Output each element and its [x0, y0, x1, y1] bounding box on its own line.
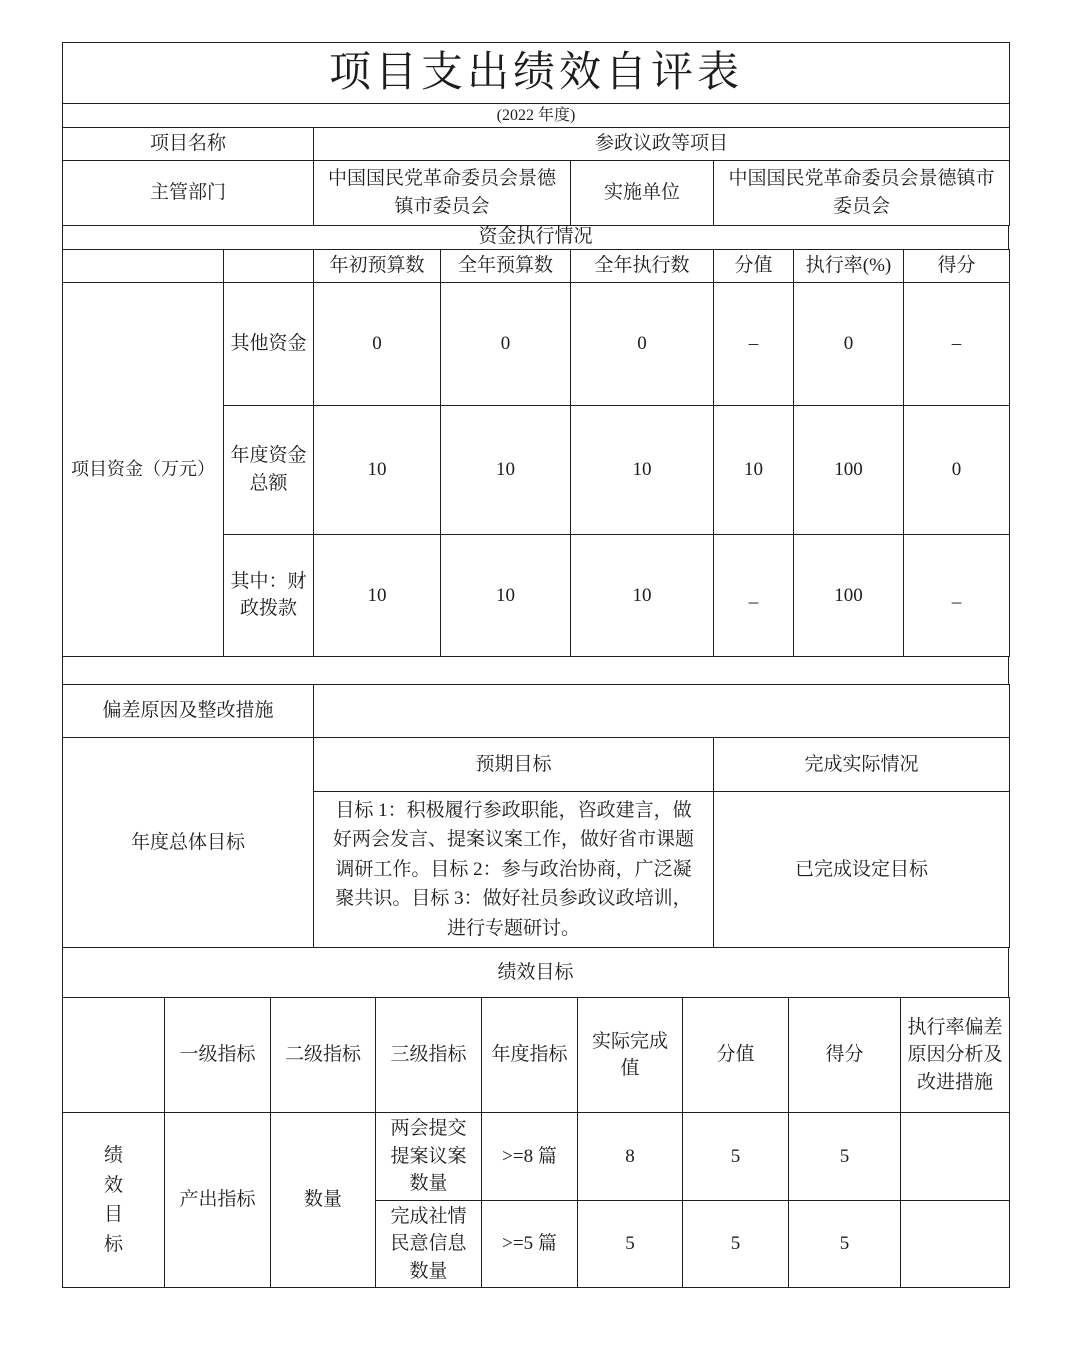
table-row: [63, 128, 1010, 161]
actual-completion-text-cell: 已完成设定目标: [714, 791, 1010, 947]
fund-value-cell: –: [714, 282, 794, 405]
table-row: [63, 1113, 1010, 1201]
level3-indicator-text: 完成社情民意信息数量: [390, 1205, 467, 1282]
fund-value-cell: 0: [314, 282, 441, 405]
perf-col-header: 二级指标: [271, 998, 376, 1113]
table-row: [63, 161, 1010, 226]
points-cell: 5: [683, 1200, 789, 1288]
fund-row-label-cell: 年度资金总额: [224, 405, 314, 534]
fund-col-header: 分值: [714, 249, 794, 282]
points-cell: 5: [683, 1113, 789, 1201]
fund-corner-cell: [224, 249, 314, 282]
fund-col-header: 年初预算数: [314, 249, 441, 282]
perf-col-header: 三级指标: [376, 998, 482, 1113]
fund-value-cell: 10: [571, 534, 714, 656]
annual-target-cell: >=8 篇: [482, 1113, 578, 1201]
fund-table: [62, 249, 1010, 657]
deviation-table: [62, 684, 1010, 738]
perf-group-label: 绩效目标: [103, 1145, 123, 1255]
fund-value-cell: 10: [314, 405, 441, 534]
perf-col-header: 执行率偏差原因分析及改进措施: [901, 998, 1010, 1113]
perf-col-header: 得分: [789, 998, 901, 1113]
fund-value-cell: 0: [794, 282, 904, 405]
table-row: [63, 104, 1010, 128]
fund-col-header: 全年执行数: [571, 249, 714, 282]
dept-label-cell: 主管部门: [63, 161, 314, 226]
fiscal-year-subtitle: (2022 年度): [63, 104, 1010, 128]
annual-target-cell: >=5 篇: [482, 1200, 578, 1288]
fund-value-cell: 10: [441, 534, 571, 656]
fund-group-label-cell: 项目资金（万元）: [63, 282, 224, 656]
project-name-value-cell: 参政议政等项目: [314, 128, 1010, 161]
analysis-cell: [901, 1113, 1010, 1201]
dept-value-cell: 中国国民党革命委员会景德镇市委员会: [314, 161, 571, 226]
fund-value-cell: _: [904, 534, 1010, 656]
spacer-row-cell: [63, 656, 1009, 684]
fund-value-cell: 10: [714, 405, 794, 534]
table-row: [63, 226, 1009, 250]
table-row: [63, 43, 1010, 104]
table-row: [63, 737, 1010, 791]
fund-value-cell: 0: [571, 282, 714, 405]
level1-indicator-cell: 产出指标: [165, 1113, 271, 1288]
fund-value-cell: –: [904, 282, 1010, 405]
annual-goal-table: [62, 737, 1010, 948]
perf-col-header: 一级指标: [165, 998, 271, 1113]
deviation-value-cell: [314, 684, 1010, 737]
table-row: [63, 948, 1009, 998]
fund-col-header: 得分: [904, 249, 1010, 282]
fund-value-cell: 0: [441, 282, 571, 405]
fund-row-label-cell: 其中：财政拨款: [224, 534, 314, 656]
fund-banner-table: [62, 225, 1009, 250]
annual-goal-label-cell: 年度总体目标: [63, 737, 314, 947]
actual-value-cell: 5: [578, 1200, 683, 1288]
table-row: [63, 684, 1010, 737]
table-row: [63, 998, 1010, 1113]
project-name-label-cell: 项目名称: [63, 128, 314, 161]
fund-value-cell: 100: [794, 405, 904, 534]
impl-label-cell: 实施单位: [571, 161, 714, 226]
analysis-cell: [901, 1200, 1010, 1288]
fund-value-cell: 10: [441, 405, 571, 534]
expected-goal-text-cell: 目标 1：积极履行参政职能，咨政建言，做好两会发言、提案议案工作，做好省市课题调研工作。目标 2：参与政治协商，广泛凝聚共识。目标 3：做好社员参政议政培训，进行专题研讨。: [314, 791, 714, 947]
perf-col-header: 年度指标: [482, 998, 578, 1113]
performance-banner-table: [62, 947, 1009, 998]
fund-row-label-cell: 其他资金: [224, 282, 314, 405]
fund-corner-cell: [63, 249, 224, 282]
score-cell: 5: [789, 1200, 901, 1288]
level3-indicator-cell: [376, 1200, 482, 1288]
perf-col-header: 实际完成值: [578, 998, 683, 1113]
table-row: [63, 282, 1010, 405]
score-cell: 5: [789, 1113, 901, 1201]
level3-indicator-text: 两会提交提案议案数量: [390, 1118, 467, 1195]
fund-value-cell: 100: [794, 534, 904, 656]
level2-indicator-cell: 数量: [271, 1113, 376, 1288]
fund-section-banner: 资金执行情况: [63, 226, 1009, 250]
performance-section-banner: 绩效目标: [63, 948, 1009, 998]
deviation-label-cell: 偏差原因及整改措施: [63, 684, 314, 737]
expected-goal-header-cell: 预期目标: [314, 737, 714, 791]
fund-col-header: 全年预算数: [441, 249, 571, 282]
impl-value-cell: 中国国民党革命委员会景德镇市委员会: [714, 161, 1010, 226]
perf-group-label-cell: [63, 1113, 165, 1288]
fund-col-header: 执行率(%): [794, 249, 904, 282]
table-row: [63, 249, 1010, 282]
perf-col-header: 分值: [683, 998, 789, 1113]
actual-value-cell: 8: [578, 1113, 683, 1201]
self-evaluation-form: [62, 42, 1009, 1288]
fund-value-cell: 0: [904, 405, 1010, 534]
performance-table: [62, 997, 1010, 1288]
spacer-table: [62, 656, 1009, 685]
fund-value-cell: 10: [314, 534, 441, 656]
header-info-table: [62, 42, 1010, 226]
level3-indicator-cell: [376, 1113, 482, 1201]
table-row: [63, 656, 1009, 684]
fund-value-cell: _: [714, 534, 794, 656]
fund-value-cell: 10: [571, 405, 714, 534]
perf-corner-cell: [63, 998, 165, 1113]
actual-completion-header-cell: 完成实际情况: [714, 737, 1010, 791]
page-title: 项目支出绩效自评表: [63, 43, 1010, 104]
